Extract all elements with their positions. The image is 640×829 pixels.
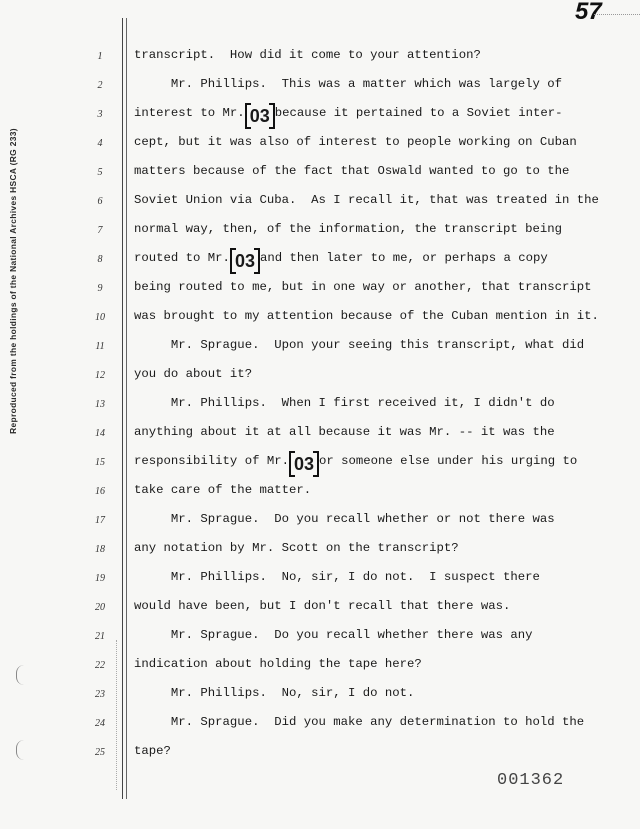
- transcript-line: [134, 540, 459, 556]
- line-number: 10: [95, 312, 105, 323]
- document-id: 001362: [497, 771, 565, 790]
- transcript-line: [134, 424, 555, 440]
- transcript-line: [134, 453, 577, 474]
- line-number: 24: [95, 718, 105, 729]
- transcript-text: Mr. Phillips. When I first received it, I didn't do: [134, 396, 555, 410]
- transcript-text: Mr. Sprague. Do you recall whether or not there was: [134, 512, 555, 526]
- transcript-text: would have been, but I don't recall that there was.: [134, 599, 511, 613]
- line-number: 18: [95, 544, 105, 555]
- transcript-text: Mr. Phillips. This was a matter which was largely of: [134, 77, 563, 91]
- line-number: 20: [95, 602, 105, 613]
- transcript-line: [134, 743, 171, 759]
- transcript-line: [134, 569, 540, 585]
- line-number: 15: [95, 457, 105, 468]
- transcript-text: normal way, then, of the information, the transcript being: [134, 222, 563, 236]
- line-number: 6: [97, 196, 103, 207]
- redaction-bracket: 03: [246, 106, 274, 126]
- transcript-text: indication about holding the tape here?: [134, 657, 422, 671]
- archives-side-stamp: [4, 68, 22, 493]
- margin-rule-outer: [122, 18, 123, 799]
- transcript-text: transcript. How did it come to your attention?: [134, 48, 481, 62]
- line-number: 23: [95, 689, 105, 700]
- margin-rule-inner: [126, 18, 127, 799]
- line-number: 22: [95, 660, 105, 671]
- transcript-text: Mr. Sprague. Did you make any determination to hold the: [134, 715, 585, 729]
- transcript-line: [134, 627, 532, 643]
- transcript-text: take care of the matter.: [134, 483, 312, 497]
- transcript-text: and then later to me, or perhaps a copy: [259, 251, 548, 265]
- line-number: 17: [95, 515, 105, 526]
- transcript-text: because it pertained to a Soviet inter-: [274, 106, 563, 120]
- transcript-text: Mr. Sprague. Upon your seeing this transcript, what did: [134, 338, 585, 352]
- transcript-line: [134, 482, 311, 498]
- transcript-line: [134, 47, 481, 63]
- transcript-line: [134, 366, 252, 382]
- transcript-line: [134, 511, 555, 527]
- edge-scan-mark: [16, 665, 31, 685]
- scan-artifact-line: [116, 640, 117, 790]
- transcript-text: was brought to my attention because of the Cuban mention in it.: [134, 309, 599, 323]
- transcript-text: Mr. Phillips. No, sir, I do not.: [134, 686, 415, 700]
- line-number: 12: [95, 370, 105, 381]
- transcript-line: [134, 76, 562, 92]
- corner-scuff: [594, 0, 640, 15]
- transcript-line: [134, 656, 422, 672]
- transcript-line: [134, 337, 584, 353]
- line-number: 11: [95, 341, 105, 352]
- line-number: 3: [97, 109, 103, 120]
- transcript-line: [134, 685, 414, 701]
- line-number: 7: [97, 225, 103, 236]
- edge-scan-mark: [16, 740, 31, 760]
- redaction-bracket: 03: [231, 251, 259, 271]
- line-number: 16: [95, 486, 105, 497]
- page-number: 57: [575, 0, 602, 25]
- transcript-text: you do about it?: [134, 367, 253, 381]
- transcript-text: anything about it at all because it was Mr. -- it was the: [134, 425, 555, 439]
- transcript-line: [134, 221, 562, 237]
- transcript-text: Soviet Union via Cuba. As I recall it, that was treated in the: [134, 193, 599, 207]
- transcript-text: Mr. Sprague. Do you recall whether there was any: [134, 628, 533, 642]
- transcript-line: [134, 395, 555, 411]
- transcript-text: routed to Mr.: [134, 251, 230, 265]
- line-number: 13: [95, 399, 105, 410]
- line-number: 4: [97, 138, 103, 149]
- transcript-text: or someone else under his urging to: [319, 454, 578, 468]
- line-number: 25: [95, 747, 105, 758]
- transcript-text: matters because of the fact that Oswald wanted to go to the: [134, 164, 570, 178]
- line-number: 8: [97, 254, 103, 265]
- transcript-line: [134, 714, 584, 730]
- transcript-text: responsibility of Mr.: [134, 454, 289, 468]
- line-number: 19: [95, 573, 105, 584]
- transcript-line: [134, 598, 510, 614]
- transcript-line: [134, 163, 569, 179]
- transcript-line: [134, 308, 599, 324]
- archives-stamp-text: Reproduced from the holdings of the National Archives HSCA (RG 233): [8, 127, 18, 434]
- transcript-text: tape?: [134, 744, 171, 758]
- transcript-text: being routed to me, but in one way or another, that transcript: [134, 280, 592, 294]
- line-number: 2: [97, 80, 103, 91]
- line-number: 9: [97, 283, 103, 294]
- transcript-text: any notation by Mr. Scott on the transcript?: [134, 541, 459, 555]
- line-number: 14: [95, 428, 105, 439]
- redaction-bracket: 03: [290, 454, 318, 474]
- line-number: 1: [97, 51, 103, 62]
- transcript-line: [134, 134, 577, 150]
- line-number: 21: [95, 631, 105, 642]
- transcript-line: [134, 105, 563, 126]
- line-number: 5: [97, 167, 103, 178]
- transcript-line: [134, 279, 592, 295]
- transcript-text: cept, but it was also of interest to people working on Cuban: [134, 135, 577, 149]
- transcript-text: interest to Mr.: [134, 106, 245, 120]
- transcript-line: [134, 192, 599, 208]
- transcript-text: Mr. Phillips. No, sir, I do not. I suspect there: [134, 570, 540, 584]
- transcript-line: [134, 250, 548, 271]
